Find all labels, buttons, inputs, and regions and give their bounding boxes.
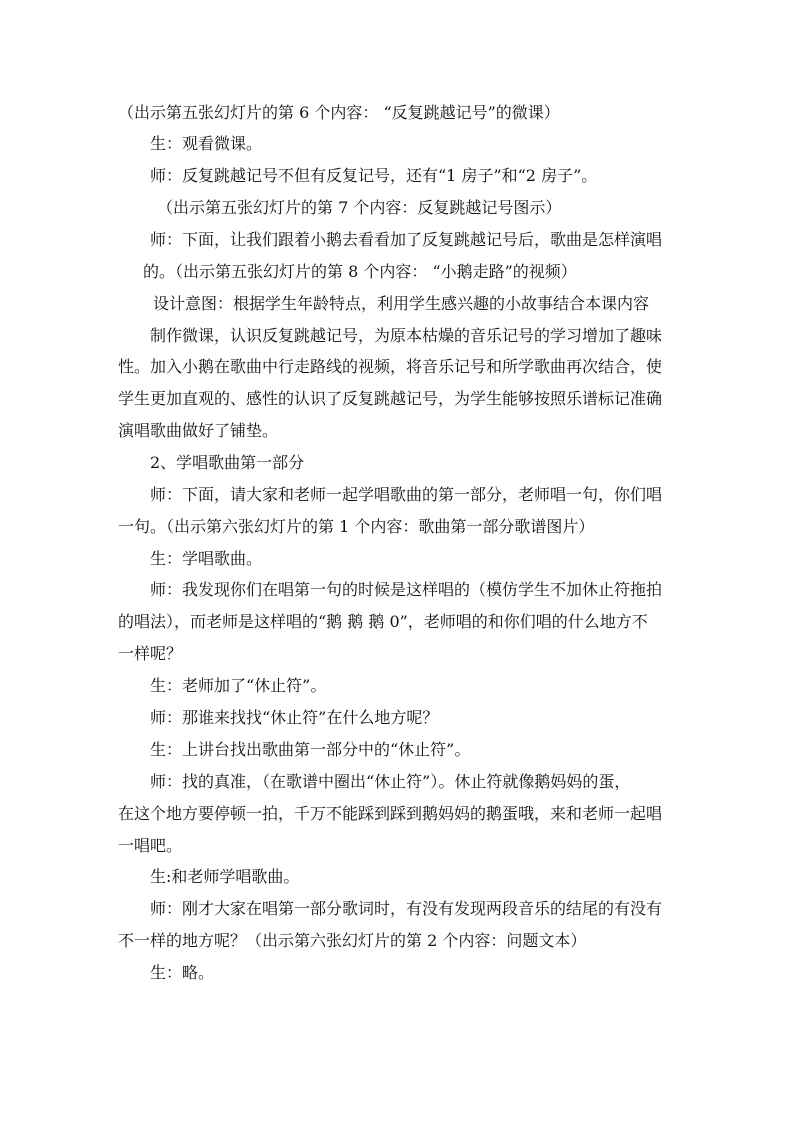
text-line: 师：刚才大家在唱第一部分歌词时，有没有发现两段音乐的结尾的有没有	[150, 899, 663, 918]
text-line: 生：学唱歌曲。	[150, 549, 263, 568]
text-line: 一样呢？	[118, 644, 183, 663]
text-line: 师：找的真准，（在歌谱中圈出“休止符”）。休止符就像鹅妈妈的蛋，	[150, 772, 631, 791]
text-line: 师：下面，请大家和老师一起学唱歌曲的第一部分，老师唱一句，你们唱	[150, 485, 663, 504]
text-line: 性。加入小鹅在歌曲中行走路线的视频，将音乐记号和所学歌曲再次结合，使	[118, 357, 663, 376]
text-line: 师：下面，让我们跟着小鹅去看看加了反复跳越记号后，歌曲是怎样演唱	[150, 230, 663, 249]
text-line: 一唱吧。	[118, 836, 183, 855]
text-line: 生：上讲台找出歌曲第一部分中的“休止符”。	[150, 740, 471, 759]
text-line: 的。（出示第五张幻灯片的第 8 个内容： “小鹅走路”的视频）	[143, 262, 577, 281]
text-line: 师：那谁来找找“休止符”在什么地方呢？	[150, 708, 439, 727]
text-line: 的唱法），而老师是这样唱的“鹅 鹅 鹅 0”，老师唱的和你们唱的什么地方不	[118, 612, 648, 631]
text-line: 师：我发现你们在唱第一句的时候是这样唱的（模仿学生不加休止符拖拍	[150, 580, 663, 599]
text-line: 在这个地方要停顿一拍，千万不能踩到踩到鹅妈妈的鹅蛋哦，来和老师一起唱	[118, 804, 663, 823]
text-line: 一句。（出示第六张幻灯片的第 1 个内容：歌曲第一部分歌谱图片）	[118, 517, 595, 536]
text-line: 生：观看微课。	[150, 134, 263, 153]
text-line: 师：反复跳越记号不但有反复记号，还有“1 房子”和“2 房子”。	[150, 166, 598, 185]
text-line: 演唱歌曲做好了铺垫。	[118, 421, 279, 440]
text-line: 设计意图：根据学生年龄特点，利用学生感兴趣的小故事结合本课内容	[153, 294, 650, 313]
text-line: （出示第五张幻灯片的第 6 个内容： “反复跳越记号”的微课）	[118, 103, 560, 122]
section-heading: 2、学唱歌曲第一部分	[150, 453, 305, 472]
text-line: （出示第五张幻灯片的第 7 个内容：反复跳越记号图示）	[157, 198, 562, 217]
text-line: 生:和老师学唱歌曲。	[150, 867, 300, 886]
text-line: 不一样的地方呢？（出示第六张幻灯片的第 2 个内容：问题文本）	[118, 931, 587, 950]
text-line: 生：略。	[150, 963, 215, 982]
text-line: 生：老师加了“休止符”。	[150, 676, 327, 695]
text-line: 制作微课，认识反复跳越记号，为原本枯燥的音乐记号的学习增加了趣味	[150, 326, 663, 345]
text-line: 学生更加直观的、感性的认识了反复跳越记号，为学生能够按照乐谱标记准确	[118, 389, 663, 408]
